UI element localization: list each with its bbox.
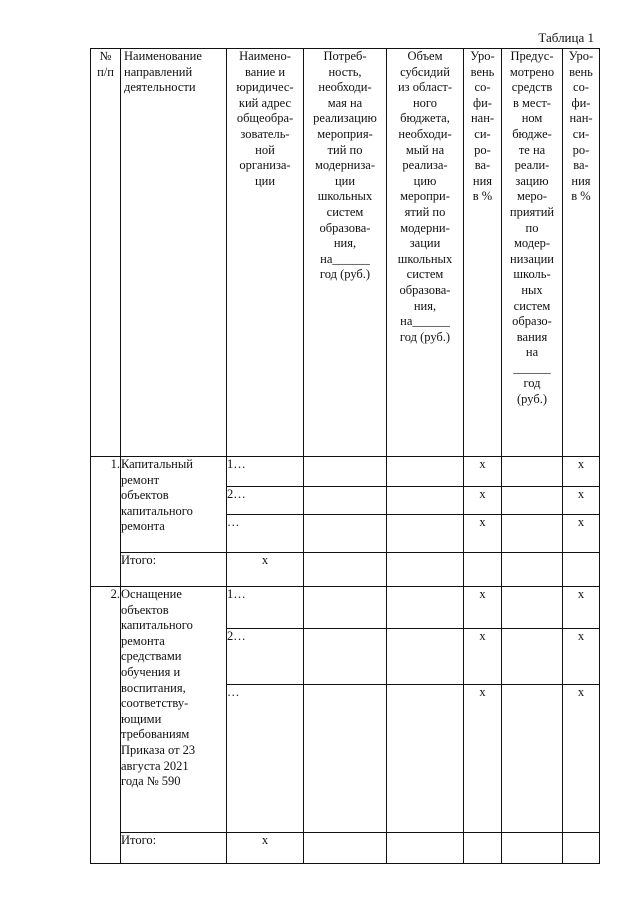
header-line: ятий по — [404, 204, 446, 219]
section-number: 1. — [91, 457, 121, 587]
empty-cell — [387, 587, 464, 629]
section-name-line: объектов — [121, 602, 169, 617]
header-line: (руб.) — [517, 392, 547, 407]
header-line: год — [523, 376, 541, 391]
header-line: нан- — [569, 111, 593, 126]
header-cell-local-budget — [502, 49, 563, 457]
cofinancing-mark: x — [464, 457, 502, 487]
section-name-text — [121, 457, 226, 535]
header-line: модерни- — [400, 220, 450, 235]
header-cell-organization — [227, 49, 304, 457]
cofinancing-mark: x — [464, 629, 502, 685]
cofinancing-mark: x — [563, 487, 600, 515]
empty-cell — [502, 515, 563, 553]
empty-cell — [304, 487, 387, 515]
header-line: Уро- — [470, 49, 495, 63]
header-line: на______ — [320, 251, 370, 266]
header-line: направлений — [124, 64, 193, 79]
org-cell: 2… — [227, 629, 304, 685]
header-line: систем — [326, 204, 364, 219]
empty-cell — [502, 685, 563, 833]
section-name-line: объектов — [121, 488, 169, 503]
header-line: необходи- — [398, 126, 452, 141]
header-line: модер- — [513, 236, 551, 251]
empty-cell — [387, 515, 464, 553]
header-line: ность, — [328, 64, 362, 79]
header-text — [502, 49, 562, 408]
header-line: ных — [521, 282, 543, 297]
header-line: в % — [571, 189, 591, 204]
header-line: фи- — [473, 95, 492, 110]
header-line: те на — [518, 142, 546, 157]
header-cell-cofinancing-level-2 — [563, 49, 600, 457]
header-line: вания — [516, 329, 548, 344]
header-text — [121, 49, 226, 96]
empty-cell — [563, 553, 600, 587]
empty-cell — [304, 833, 387, 864]
header-line: систем — [513, 298, 551, 313]
header-line: деятельности — [124, 80, 196, 95]
header-line: со- — [573, 80, 589, 95]
section-name-text — [121, 587, 226, 790]
empty-cell — [304, 685, 387, 833]
header-line: меропри- — [400, 189, 450, 204]
org-cell: … — [227, 515, 304, 553]
header-line: реали- — [514, 158, 550, 173]
section-name-line: ремонт — [121, 472, 160, 487]
header-line: си- — [572, 126, 590, 141]
section-name — [121, 587, 227, 833]
section-name-line: капитального — [121, 503, 193, 518]
cofinancing-mark: x — [563, 515, 600, 553]
header-row — [91, 49, 600, 457]
header-text — [227, 49, 303, 189]
header-text — [387, 49, 463, 345]
header-cell-need — [304, 49, 387, 457]
empty-cell — [304, 629, 387, 685]
section-name-line: ющими — [121, 711, 162, 726]
header-text — [464, 49, 501, 205]
empty-cell — [563, 833, 600, 864]
header-line: бюджета, — [400, 111, 450, 126]
empty-cell — [304, 457, 387, 487]
table-row — [91, 457, 600, 487]
header-line: зацию — [515, 173, 549, 188]
empty-cell — [464, 833, 502, 864]
header-cell-cofinancing-level — [464, 49, 502, 457]
header-line: ро- — [474, 142, 491, 157]
header-line: ния, — [413, 298, 437, 313]
section-name-line: обучения и — [121, 664, 181, 679]
header-line: юридичес- — [236, 80, 294, 95]
header-line: приятий — [509, 204, 555, 219]
header-line: мероприя- — [317, 126, 373, 141]
org-cell: 2… — [227, 487, 304, 515]
header-line: вень — [470, 64, 495, 79]
header-line: по — [525, 220, 539, 235]
header-line: Наименование — [124, 49, 202, 63]
total-label: Итого: — [121, 553, 227, 587]
header-line: мая на — [327, 95, 363, 110]
header-line: на — [525, 345, 539, 360]
header-line: ции — [334, 173, 356, 188]
header-line: в % — [472, 189, 493, 204]
header-cell-direction — [121, 49, 227, 457]
header-line: школь- — [513, 267, 551, 282]
total-mark: x — [227, 553, 304, 587]
section-name-line: средствами — [121, 649, 182, 664]
section-name-line: воспитания, — [121, 680, 186, 695]
header-line: ной — [255, 142, 275, 157]
empty-cell — [464, 553, 502, 587]
empty-cell — [502, 457, 563, 487]
table-caption: Таблица 1 — [538, 30, 594, 45]
section-name-line: требованиям — [121, 727, 190, 742]
section-name-line: соответству- — [121, 696, 189, 711]
empty-cell — [502, 833, 563, 864]
cofinancing-mark: x — [464, 587, 502, 629]
header-line: год (руб.) — [319, 267, 371, 282]
header-line: в мест- — [513, 95, 551, 110]
header-line: нан- — [470, 111, 495, 126]
header-line: ного — [412, 95, 437, 110]
section-name-line: Приказа от 23 — [121, 742, 196, 757]
header-line: ния — [472, 173, 493, 188]
header-line: Предус- — [510, 49, 554, 63]
header-line: образова- — [319, 220, 371, 235]
empty-cell — [502, 587, 563, 629]
cofinancing-mark: x — [563, 587, 600, 629]
header-line: ния, — [333, 236, 357, 251]
header-line: мый на — [405, 142, 445, 157]
header-line: субсидий — [400, 64, 450, 79]
header-line: систем — [406, 267, 444, 282]
header-line: из област- — [397, 80, 452, 95]
section-name — [121, 457, 227, 553]
header-line: меро- — [516, 189, 548, 204]
empty-cell — [387, 487, 464, 515]
section-name-line: капитального — [121, 618, 193, 633]
empty-cell — [502, 553, 563, 587]
header-line: ро- — [572, 142, 590, 157]
header-line: ва- — [573, 158, 589, 173]
header-line: кий адрес — [238, 95, 292, 110]
header-line: Уро- — [568, 49, 594, 63]
subsidy-table — [90, 48, 600, 864]
header-line: ном — [521, 111, 543, 126]
empty-cell — [387, 629, 464, 685]
header-line: образова- — [399, 282, 451, 297]
header-line: реализацию — [313, 111, 377, 126]
cofinancing-mark: x — [563, 457, 600, 487]
empty-cell — [387, 553, 464, 587]
empty-cell — [387, 457, 464, 487]
cofinancing-mark: x — [464, 685, 502, 833]
header-line: общеобра- — [236, 111, 294, 126]
section-name-line: ремонта — [121, 633, 165, 648]
cofinancing-mark: x — [464, 487, 502, 515]
total-row — [91, 553, 600, 587]
org-cell: 1… — [227, 587, 304, 629]
header-line: низации — [510, 251, 554, 266]
header-line: реализа- — [402, 158, 448, 173]
header-line: со- — [474, 80, 491, 95]
org-cell: 1… — [227, 457, 304, 487]
header-line: бюдже- — [512, 126, 552, 141]
header-line: фи- — [571, 95, 591, 110]
org-cell: … — [227, 685, 304, 833]
header-line: ния — [571, 173, 591, 188]
header-text — [91, 49, 120, 80]
section-name-line: ремонта — [121, 519, 165, 534]
header-line: вень — [569, 64, 593, 79]
cofinancing-mark: x — [464, 515, 502, 553]
header-line: необходи- — [318, 80, 372, 95]
empty-cell — [502, 629, 563, 685]
header-line: п/п — [97, 64, 114, 79]
table-row — [91, 587, 600, 629]
header-line: на______ — [400, 314, 450, 329]
empty-cell — [304, 587, 387, 629]
header-text — [304, 49, 386, 283]
header-line: зации — [409, 236, 441, 251]
header-line: зователь- — [240, 126, 290, 141]
empty-cell — [387, 685, 464, 833]
total-label: Итого: — [121, 833, 227, 864]
header-line: модернизa- — [315, 158, 375, 173]
header-line: ______ — [513, 360, 551, 375]
header-line: № — [99, 49, 112, 63]
header-line: си- — [474, 126, 491, 141]
header-line: Объем — [407, 49, 443, 63]
section-name-line: года № 590 — [121, 774, 181, 789]
empty-cell — [304, 515, 387, 553]
empty-cell — [387, 833, 464, 864]
total-mark: x — [227, 833, 304, 864]
empty-cell — [502, 487, 563, 515]
header-line: школьных — [397, 251, 453, 266]
header-line: тий по — [327, 142, 363, 157]
empty-cell — [304, 553, 387, 587]
header-line: Наимено- — [239, 49, 291, 63]
header-line: школьных — [317, 189, 373, 204]
section-name-line: августа 2021 — [121, 758, 189, 773]
header-line: Потреб- — [323, 49, 367, 63]
section-number: 2. — [91, 587, 121, 864]
header-line: вание и — [244, 64, 286, 79]
header-line: образо- — [512, 314, 552, 329]
header-line: средств — [511, 80, 553, 95]
header-cell-regional-subsidy — [387, 49, 464, 457]
cofinancing-mark: x — [563, 685, 600, 833]
header-cell-num — [91, 49, 121, 457]
header-text — [563, 49, 599, 205]
header-line: ции — [254, 173, 276, 188]
header-line: цию — [413, 173, 437, 188]
cofinancing-mark: x — [563, 629, 600, 685]
header-line: мотрено — [509, 64, 555, 79]
header-line: организа- — [239, 158, 291, 173]
header-line: ва- — [474, 158, 491, 173]
section-name-line: Оснащение — [121, 587, 182, 601]
total-row — [91, 833, 600, 864]
section-name-line: Капитальный — [121, 457, 193, 471]
header-line: год (руб.) — [399, 329, 451, 344]
